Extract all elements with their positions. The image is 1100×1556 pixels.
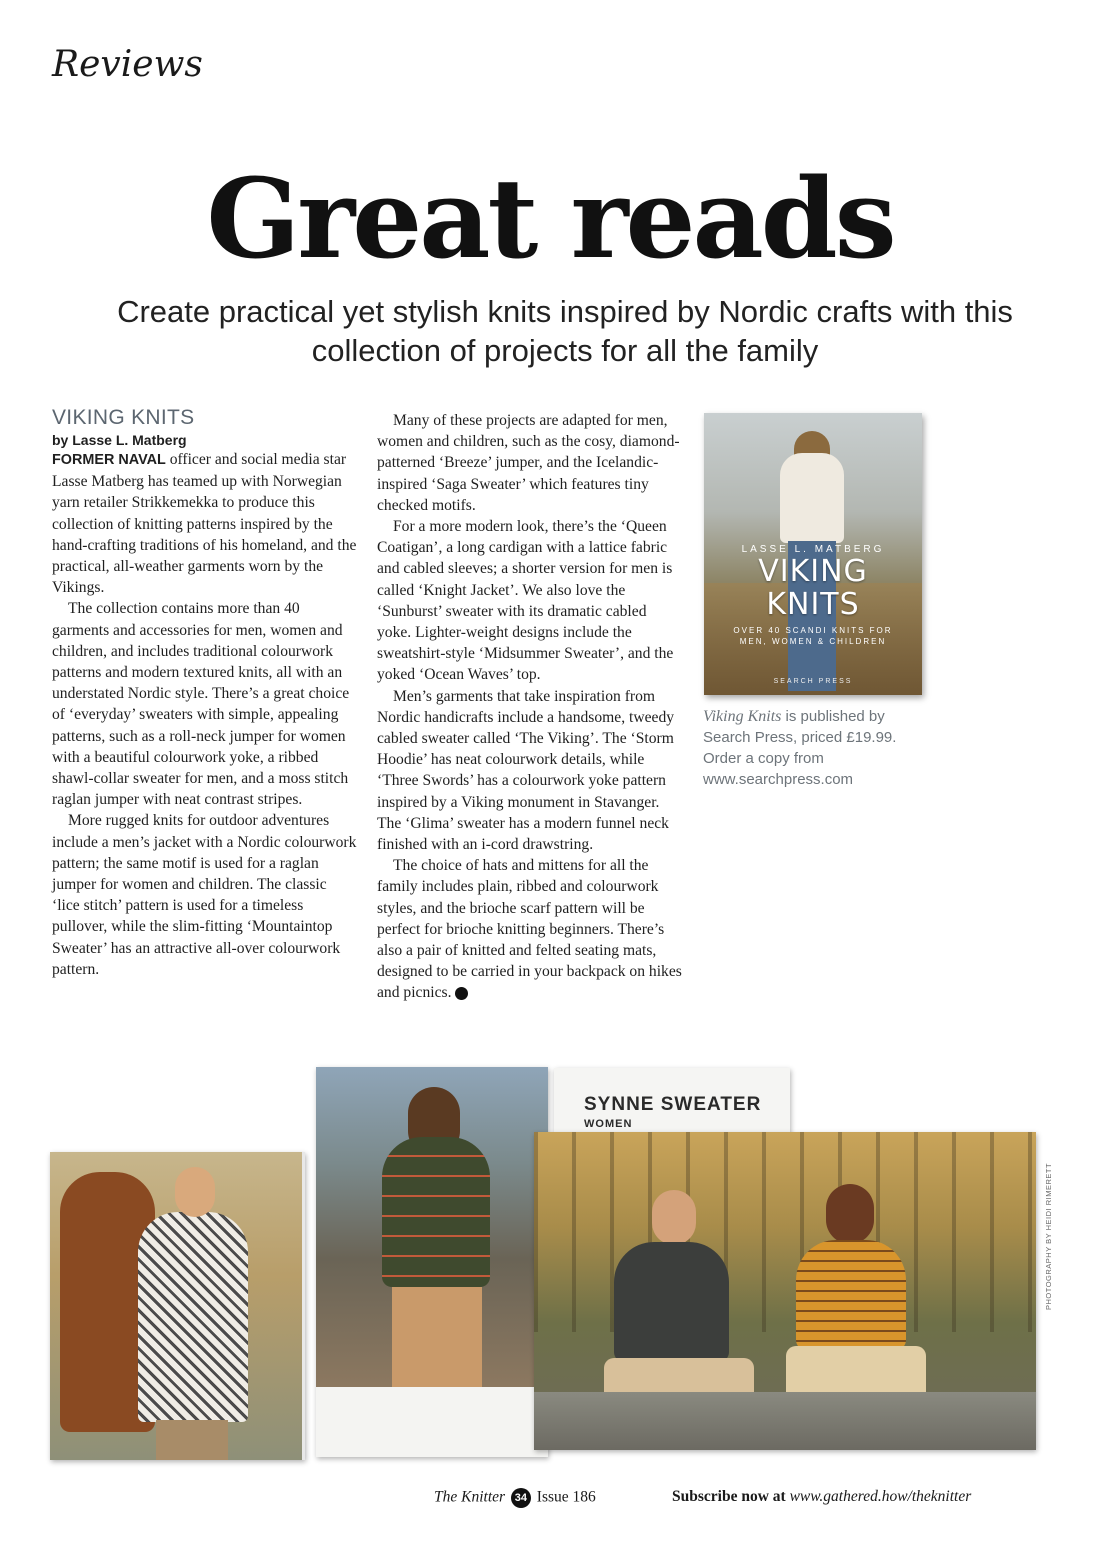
book-title: VIKING KNITS [52,406,195,429]
cover-author: LASSE L. MATBERG [741,544,885,555]
forest-image [534,1132,1036,1332]
magazine-name: The Knitter [434,1488,506,1506]
cover-subtitle-line: OVER 40 SCANDI KNITS FOR [733,626,893,635]
cover-subtitle-line: MEN, WOMEN & CHILDREN [739,637,887,646]
sweater-model-image [138,1212,248,1422]
book-author: by Lasse L. Matberg [52,432,187,448]
article-column-2 [377,410,683,1004]
paragraph: Many of these projects are adapted for men, women and children, such as the cosy, diamond-patterned ‘Breeze’ jumper, and the Icelandic-inspired ‘Saga Sweater’ which features tiny checked motifs. [377,412,680,514]
footer-magazine-info [434,1488,596,1508]
yoke-sweater-model-image [382,1137,490,1287]
article-column-1 [52,405,358,980]
cover-title-line: KNITS [766,587,860,622]
sweater-model-image [796,1240,906,1350]
photo-credit: PHOTOGRAPHY BY HEIDI RIMERETT [1044,1162,1053,1310]
model-legs-image [156,1420,228,1460]
cover-subtitle [704,625,922,647]
model-head-image [826,1184,874,1244]
caption-book-title: Viking Knits [703,708,782,725]
page-number: 34 [511,1488,531,1508]
section-label: Reviews [52,44,203,85]
cover-title [704,555,922,621]
caption-text: is published by Search Press, priced £19.99. Order a copy from www.searchpress.com [703,708,897,788]
paragraph-text: The choice of hats and mittens for all the family includes plain, ribbed and colourwork styles, and the brioche scarf pattern will be perfect for brioche knitting beginners. There’s also a pair of knitted and felted seating mats, designed to be carried in your backpack on hikes and picnics. [377,857,682,1002]
model-head-image [652,1190,696,1245]
model-head-image [175,1167,215,1217]
paragraph [52,449,358,598]
paragraph: More rugged knits for outdoor adventures include a men’s jacket with a Nordic colourwork pattern; the same motif is used for a raglan jumper for women and children. The classic ‘lice stitch’ pattern is used for a timeless pullover, while the slim-fitting ‘Mountaintop Sweater’ has an attractive all-over colourwork pattern. [52,812,357,978]
paragraph: The collection contains more than 40 garments and accessories for men, women and children, and includes traditional colourwork patterns and modern textured knits, all with an understated Nordic style. There’s a great choice of ‘everyday’ sweaters with simple, appealing patterns, such as a roll-neck jumper for women with a beautiful colourwork yoke, a ribbed shawl-collar sweater for men, and a moss stitch raglan jumper with neat contrast stripes. [52,600,350,809]
spread-page-back [554,1068,790,1142]
book-cover [704,413,922,695]
cover-caption [703,706,903,790]
rocks-image [534,1392,1036,1450]
sweater-model-image [614,1242,729,1362]
subscribe-link[interactable]: www.gathered.how/theknitter [789,1488,972,1505]
page-headline: Great reads [206,154,894,283]
paragraph [377,855,683,1003]
spread-page-left [50,1152,305,1460]
pattern-title: SYNNE SWEATER [584,1094,762,1115]
spread-page-right [534,1132,1036,1450]
pattern-subtitle: WOMEN [584,1118,633,1130]
cover-publisher: SEARCH PRESS [773,678,853,685]
paragraph-text: officer and social media star Lasse Matberg has teamed up with Norwegian yarn retailer Strikkemekka to produce this collection of knitting patterns inspired by the hand-crafting traditions of his homeland, and the practical, all-weather garments worn by the Vikings. [52,451,357,597]
book-spread-photo [48,1062,1043,1462]
cover-photo-figure [780,453,844,543]
issue-number: Issue 186 [536,1488,596,1506]
footer-subscribe [672,1488,971,1506]
paragraph: For a more modern look, there’s the ‘Queen Coatigan’, a long cardigan with a lattice fabric and cabled sleeves; a shorter version for men is called ‘Knight Jacket’. We also love the ‘Sunburst’ sweater with its dramatic cabled yoke. Lighter-weight designs include the sweatshirt-style ‘Midsummer Sweater’, and the yoked ‘Ocean Waves’ top. [377,518,674,684]
cover-title-line: VIKING [758,554,868,589]
subscribe-label: Subscribe now at [672,1488,790,1505]
page-gutter [302,1152,305,1460]
model-legs-image [392,1287,482,1387]
spread-page-middle [316,1067,548,1457]
lead-in: FORMER NAVAL [52,452,166,468]
end-mark-icon: ⊕ [455,987,468,1000]
paragraph: Men’s garments that take inspiration from Nordic handicrafts include a handsome, tweedy cabled sweater called ‘The Viking’. The ‘Storm Hoodie’ has neat colourwork details, while ‘Three Swords’ has a colourwork yoke pattern inspired by a Viking monument in Stavanger. The ‘Glima’ sweater has a modern funnel neck finished with an i-cord drawstring. [377,687,675,854]
standfirst: Create practical yet stylish knits inspired by Nordic crafts with this collection of projects for all the family [117,294,1013,368]
